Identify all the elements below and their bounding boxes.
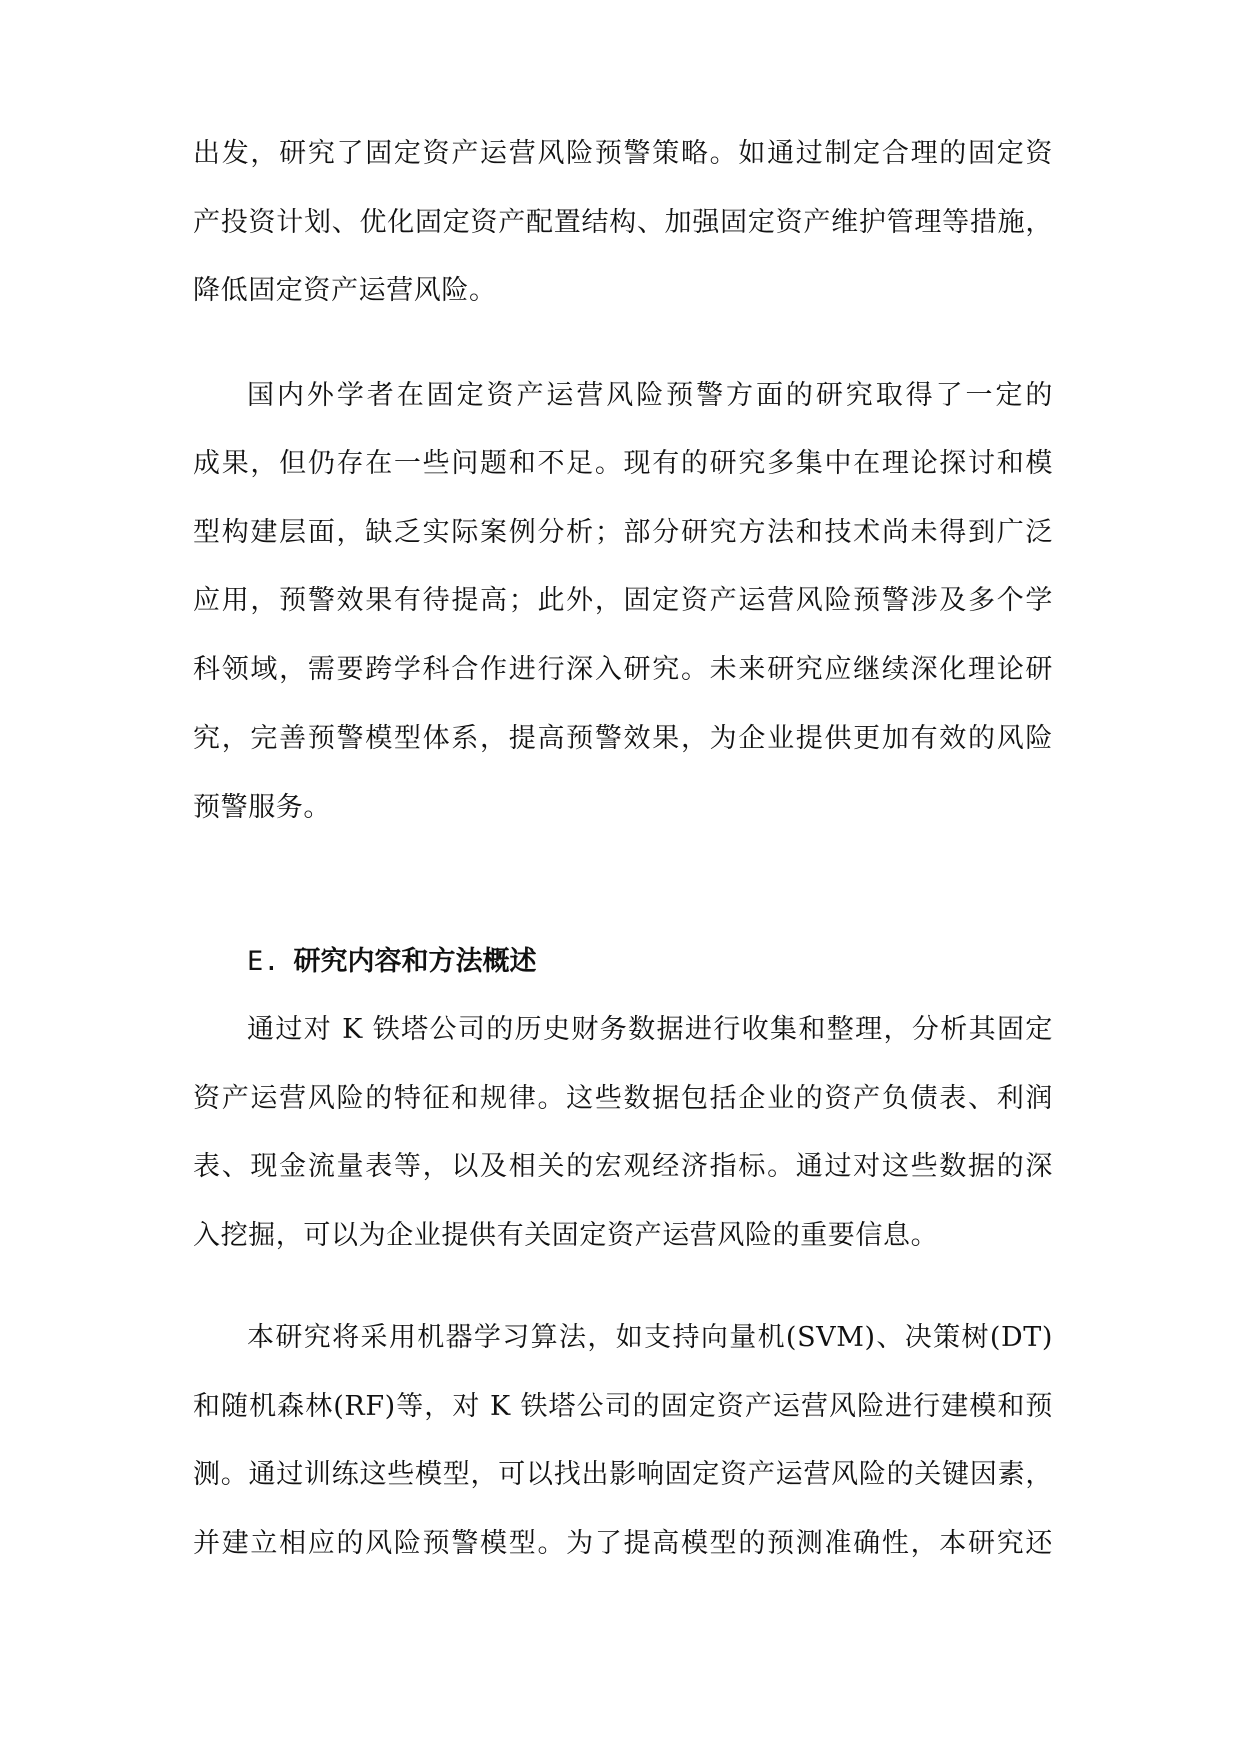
section-heading bbox=[247, 945, 537, 979]
paragraph-line: 预警服务。 bbox=[193, 792, 331, 823]
paragraph-line: 应用，预警效果有待提高；此外，固定资产运营风险预警涉及多个学 bbox=[193, 585, 1053, 616]
paragraph-line: 本研究将采用机器学习算法，如支持向量机(SVM)、决策树(DT) bbox=[247, 1322, 1053, 1353]
section-number: E. bbox=[247, 946, 280, 977]
paragraph-line: 通过对 K 铁塔公司的历史财务数据进行收集和整理，分析其固定 bbox=[247, 1014, 1053, 1045]
paragraph-line: 国内外学者在固定资产运营风险预警方面的研究取得了一定的 bbox=[247, 380, 1053, 411]
paragraph-line: 科领域，需要跨学科合作进行深入研究。未来研究应继续深化理论研 bbox=[193, 654, 1053, 685]
paragraph-line: 入挖掘，可以为企业提供有关固定资产运营风险的重要信息。 bbox=[193, 1220, 939, 1251]
paragraph-line: 资产运营风险的特征和规律。这些数据包括企业的资产负债表、利润 bbox=[193, 1083, 1053, 1114]
paragraph-line: 究，完善预警模型体系，提高预警效果，为企业提供更加有效的风险 bbox=[193, 723, 1053, 754]
paragraph-line: 降低固定资产运营风险。 bbox=[193, 275, 497, 306]
paragraph-line: 并建立相应的风险预警模型。为了提高模型的预测准确性，本研究还 bbox=[193, 1528, 1053, 1559]
paragraph-line: 成果，但仍存在一些问题和不足。现有的研究多集中在理论探讨和模 bbox=[193, 448, 1053, 479]
paragraph-line: 出发，研究了固定资产运营风险预警策略。如通过制定合理的固定资 bbox=[193, 138, 1053, 169]
paragraph-line: 表、现金流量表等，以及相关的宏观经济指标。通过对这些数据的深 bbox=[193, 1151, 1053, 1182]
paragraph-line: 产投资计划、优化固定资产配置结构、加强固定资产维护管理等措施， bbox=[193, 207, 1053, 238]
paragraph-line: 和随机森林(RF)等，对 K 铁塔公司的固定资产运营风险进行建模和预 bbox=[193, 1391, 1053, 1422]
section-title: 研究内容和方法概述 bbox=[293, 946, 537, 977]
paragraph-line: 型构建层面，缺乏实际案例分析；部分研究方法和技术尚未得到广泛 bbox=[193, 517, 1053, 548]
paragraph-line: 测。通过训练这些模型，可以找出影响固定资产运营风险的关键因素， bbox=[193, 1459, 1053, 1490]
